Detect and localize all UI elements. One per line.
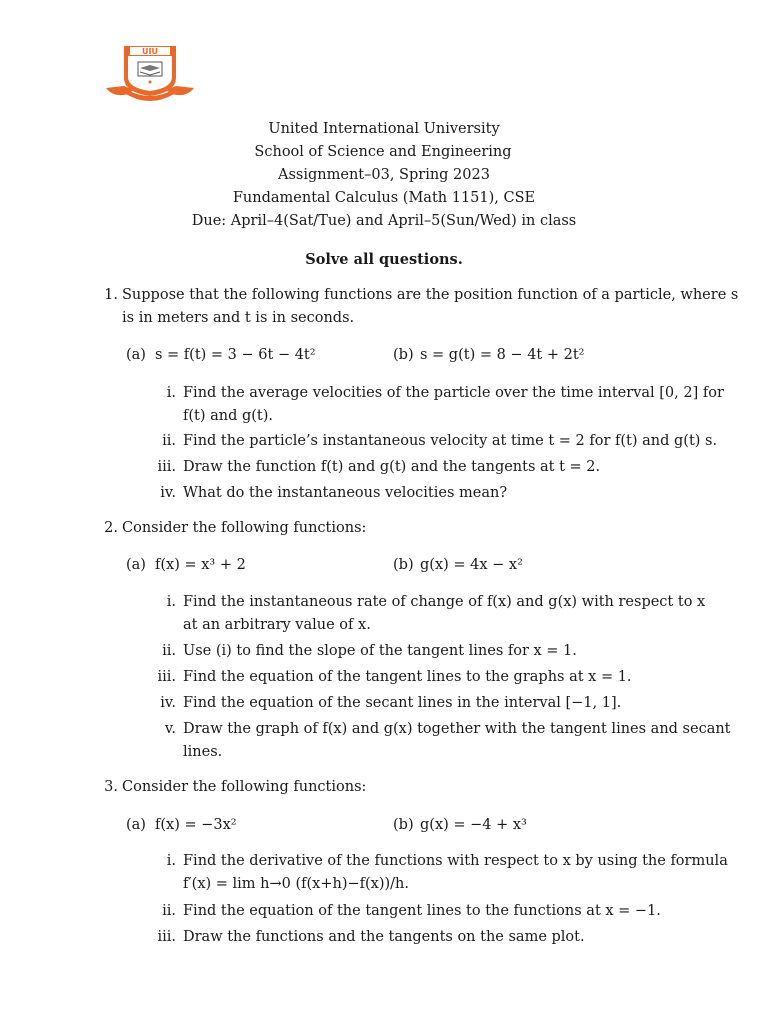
due-date: Due: April–4(Sat/Tue) and April–5(Sun/Wed) in class [191, 213, 577, 229]
school-name: School of Science and Engineering [254, 144, 512, 160]
item-label: iv. [160, 695, 176, 711]
question-stem: is in meters and t is in seconds. [122, 310, 355, 326]
item-label: iii. [157, 669, 176, 685]
instruction: Solve all questions. [305, 251, 463, 268]
svg-text:UIU: UIU [142, 47, 158, 56]
course-title: Fundamental Calculus (Math 1151), CSE [232, 190, 536, 206]
uiu-seal-icon [104, 44, 196, 104]
part-label: (a) [126, 557, 146, 573]
part-expression: s = f(t) = 3 − 6t − 4t² [155, 347, 316, 363]
item-label: iii. [157, 459, 176, 475]
item-text: Find the instantaneous rate of change of f(x) and g(x) with respect to x [183, 594, 706, 610]
item-text: Find the equation of the tangent lines to the functions at x = −1. [183, 903, 661, 919]
item-text: Draw the function f(t) and g(t) and the tangents at t = 2. [183, 459, 601, 475]
item-label: i. [166, 385, 176, 401]
item-label: i. [166, 594, 176, 610]
item-label: ii. [162, 643, 176, 659]
part-expression: g(x) = −4 + x³ [420, 817, 527, 833]
part-label: (a) [126, 817, 146, 833]
part-expression: s = g(t) = 8 − 4t + 2t² [420, 347, 585, 363]
item-label: ii. [162, 433, 176, 449]
item-label: i. [166, 853, 176, 869]
item-text: f(t) and g(t). [183, 408, 274, 424]
item-label: iv. [160, 485, 176, 501]
item-label: ii. [162, 903, 176, 919]
assignment-title: Assignment–03, Spring 2023 [278, 167, 490, 183]
question-stem: Consider the following functions: [122, 520, 367, 536]
item-text: Draw the graph of f(x) and g(x) together with the tangent lines and secant [183, 721, 731, 737]
item-text: at an arbitrary value of x. [183, 617, 371, 633]
derivative-formula: f′(x) = lim h→0 (f(x+h)−f(x))/h. [183, 876, 409, 892]
question-number: 3. [104, 779, 118, 795]
item-label: iii. [157, 929, 176, 945]
part-label: (b) [393, 557, 414, 573]
item-text: Find the equation of the secant lines in the interval [−1, 1]. [183, 695, 622, 711]
university-name: United International University [268, 121, 500, 137]
part-expression: f(x) = x³ + 2 [155, 557, 246, 573]
item-text: What do the instantaneous velocities mean? [183, 485, 508, 501]
part-label: (b) [393, 817, 414, 833]
question-stem: Consider the following functions: [122, 779, 367, 795]
item-text: Use (i) to find the slope of the tangent lines for x = 1. [183, 643, 577, 659]
part-label: (a) [126, 347, 146, 363]
question-stem: Suppose that the following functions are the position function of a particle, where s [122, 287, 739, 303]
item-text: Find the average velocities of the particle over the time interval [0, 2] for [183, 385, 724, 401]
part-expression: f(x) = −3x² [155, 817, 237, 833]
part-label: (b) [393, 347, 414, 363]
item-text: Find the particle’s instantaneous velocity at time t = 2 for f(t) and g(t) s. [183, 433, 718, 449]
item-text: Draw the functions and the tangents on the same plot. [183, 929, 585, 945]
question-number: 2. [104, 520, 118, 536]
item-label: v. [164, 721, 176, 737]
part-expression: g(x) = 4x − x² [420, 557, 523, 573]
item-text: Find the derivative of the functions with respect to x by using the formula [183, 853, 728, 869]
item-text: Find the equation of the tangent lines to the graphs at x = 1. [183, 669, 632, 685]
item-text: lines. [183, 744, 223, 760]
question-number: 1. [104, 287, 118, 303]
university-logo [104, 44, 196, 104]
